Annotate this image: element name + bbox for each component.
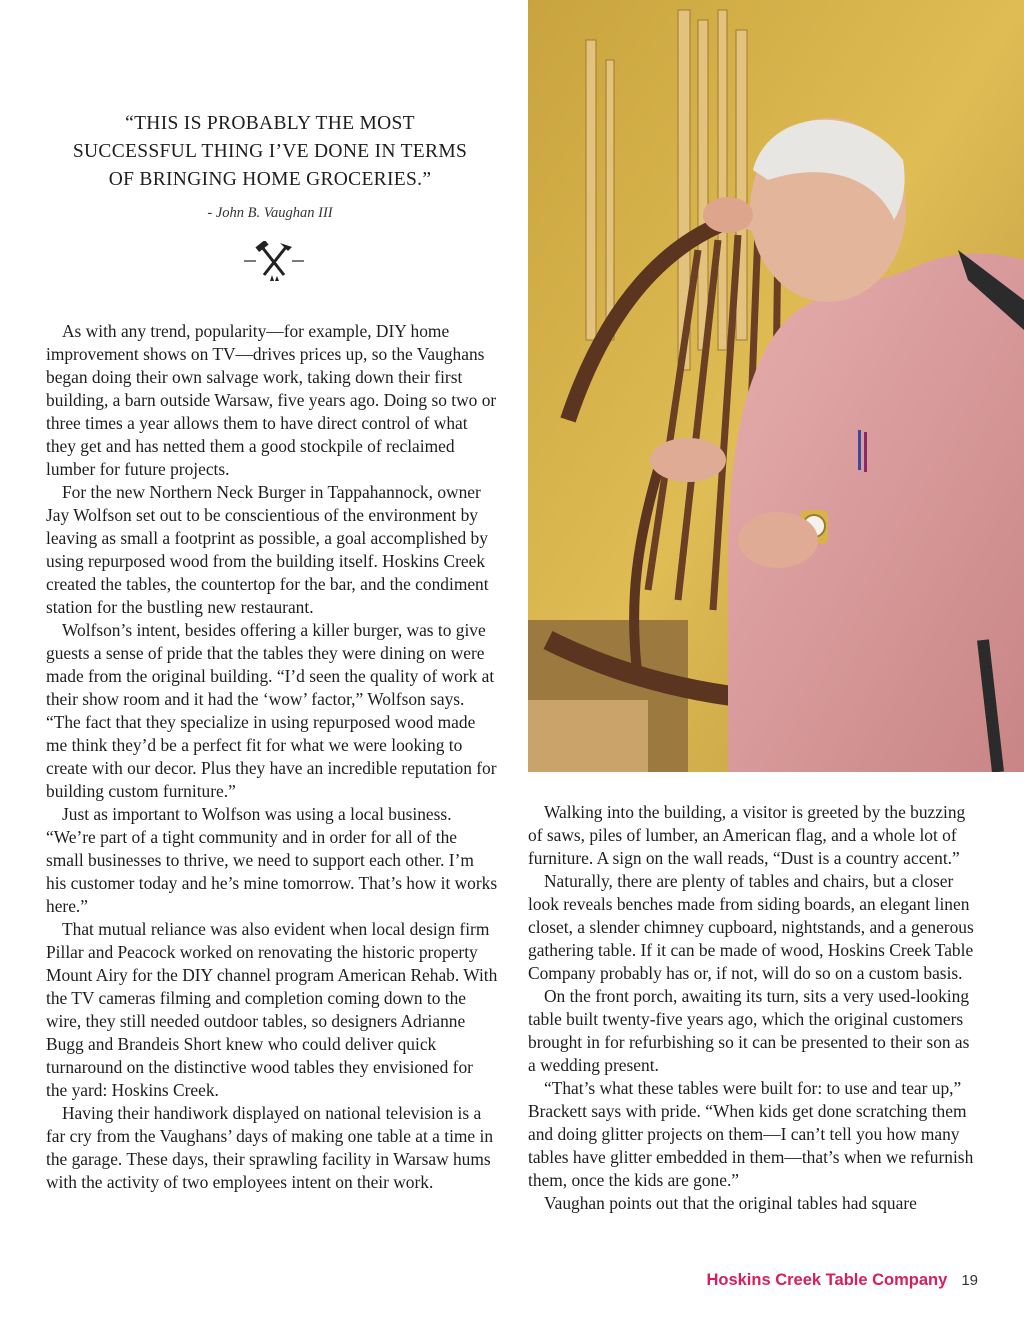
paragraph: Just as important to Wolfson was using a local business. “We’re part of a tight community and in order for all of the small businesses to thrive, we need to support each other. I’m his customer today and he’s mine tomorrow. That’s how it works here.”: [46, 804, 498, 916]
pull-quote-line: “THIS IS PROBABLY THE MOST: [125, 113, 415, 134]
quote-attribution: - John B. Vaughan III: [207, 205, 333, 221]
paragraph: On the front porch, awaiting its turn, sits a very used-looking table built twenty-five years ago, which the original customers brought in for refurbishing so it can be presented to their son as a wedding present.: [528, 986, 970, 1075]
pull-quote: [40, 110, 500, 194]
paragraph: Wolfson’s intent, besides offering a killer burger, was to give guests a sense of pride that the tables they were dining on were made from the original building. “I’d seen the quality of work at their show room and it had the ‘wow’ factor,” Wolfson says. “The fact that they specialize in using repurposed wood made me think they’d be a perfect fit for what we were looking to create with our decor. Plus they have an incredible reputation for building custom furniture.”: [46, 620, 497, 801]
paragraph: That mutual reliance was also evident when local design firm Pillar and Peacock worked on renovating the historic property Mount Airy for the DIY channel program American Rehab. With the TV cameras filming and completion coming down to the wire, they still needed outdoor tables, so designers Adrianne Bugg and Brandeis Short knew who could deliver quick turnaround on the distinctive wood tables they envisioned for the yard: Hoskins Creek.: [46, 919, 498, 1100]
paragraph: Having their handiwork displayed on national television is a far cry from the Vaughans’ days of making one table at a time in the garage. These days, their sprawling facility in Warsaw hums with the activity of two employees intent on their work.: [46, 1103, 494, 1192]
page-footer: [706, 1271, 978, 1295]
pull-quote-line: OF BRINGING HOME GROCERIES.”: [108, 169, 432, 190]
paragraph: Walking into the building, a visitor is greeted by the buzzing of saws, piles of lumber, an American flag, and a whole lot of furniture. A sign on the wall reads, “Dust is a country accent.”: [528, 802, 966, 868]
left-text-column: [46, 320, 498, 1194]
paragraph: Vaughan points out that the original tables had square: [544, 1193, 917, 1213]
pull-quote-line: SUCCESSFUL THING I’VE DONE IN TERMS: [72, 141, 468, 162]
paragraph: As with any trend, popularity—for example, DIY home improvement shows on TV—drives prices up, so the Vaughans began doing their own salvage work, taking down their first building, a barn outside Warsaw, five years ago. Doing so two or three times a year allows them to have direct control of what they get and has netted them a good stockpile of reclaimed lumber for future projects.: [46, 321, 497, 479]
page-number: 19: [961, 1272, 978, 1289]
paragraph: Naturally, there are plenty of tables and chairs, but a closer look reveals benches made from siding boards, an elegant linen closet, a slender chimney cupboard, nightstands, and a generous gathering table. If it can be made of wood, Hoskins Creek Table Company probably has or, if not, will do so on a custom basis.: [528, 871, 974, 983]
right-text-column: [528, 801, 980, 1215]
paragraph: “That’s what these tables were built for: to use and tear up,” Brackett says with pride. “When kids get done scratching them and doing glitter projects on them—I can’t tell you how many tables have glitter embedded in them—that’s when we refurnish them, once the kids are gone.”: [528, 1078, 974, 1190]
paragraph: For the new Northern Neck Burger in Tappahannock, owner Jay Wolfson set out to be conscientious of the environment by leaving as small a footprint as possible, a goal accomplished by using repurposed wood from the building itself. Hoskins Creek created the tables, the countertop for the bar, and the condiment station for the bustling new restaurant.: [46, 482, 489, 617]
craftsman-photo-illustration: [528, 0, 1024, 772]
craftsman-photo: [528, 0, 1024, 772]
publication-title: Hoskins Creek Table Company: [706, 1271, 948, 1289]
crossed-hammers-icon: [244, 241, 304, 283]
